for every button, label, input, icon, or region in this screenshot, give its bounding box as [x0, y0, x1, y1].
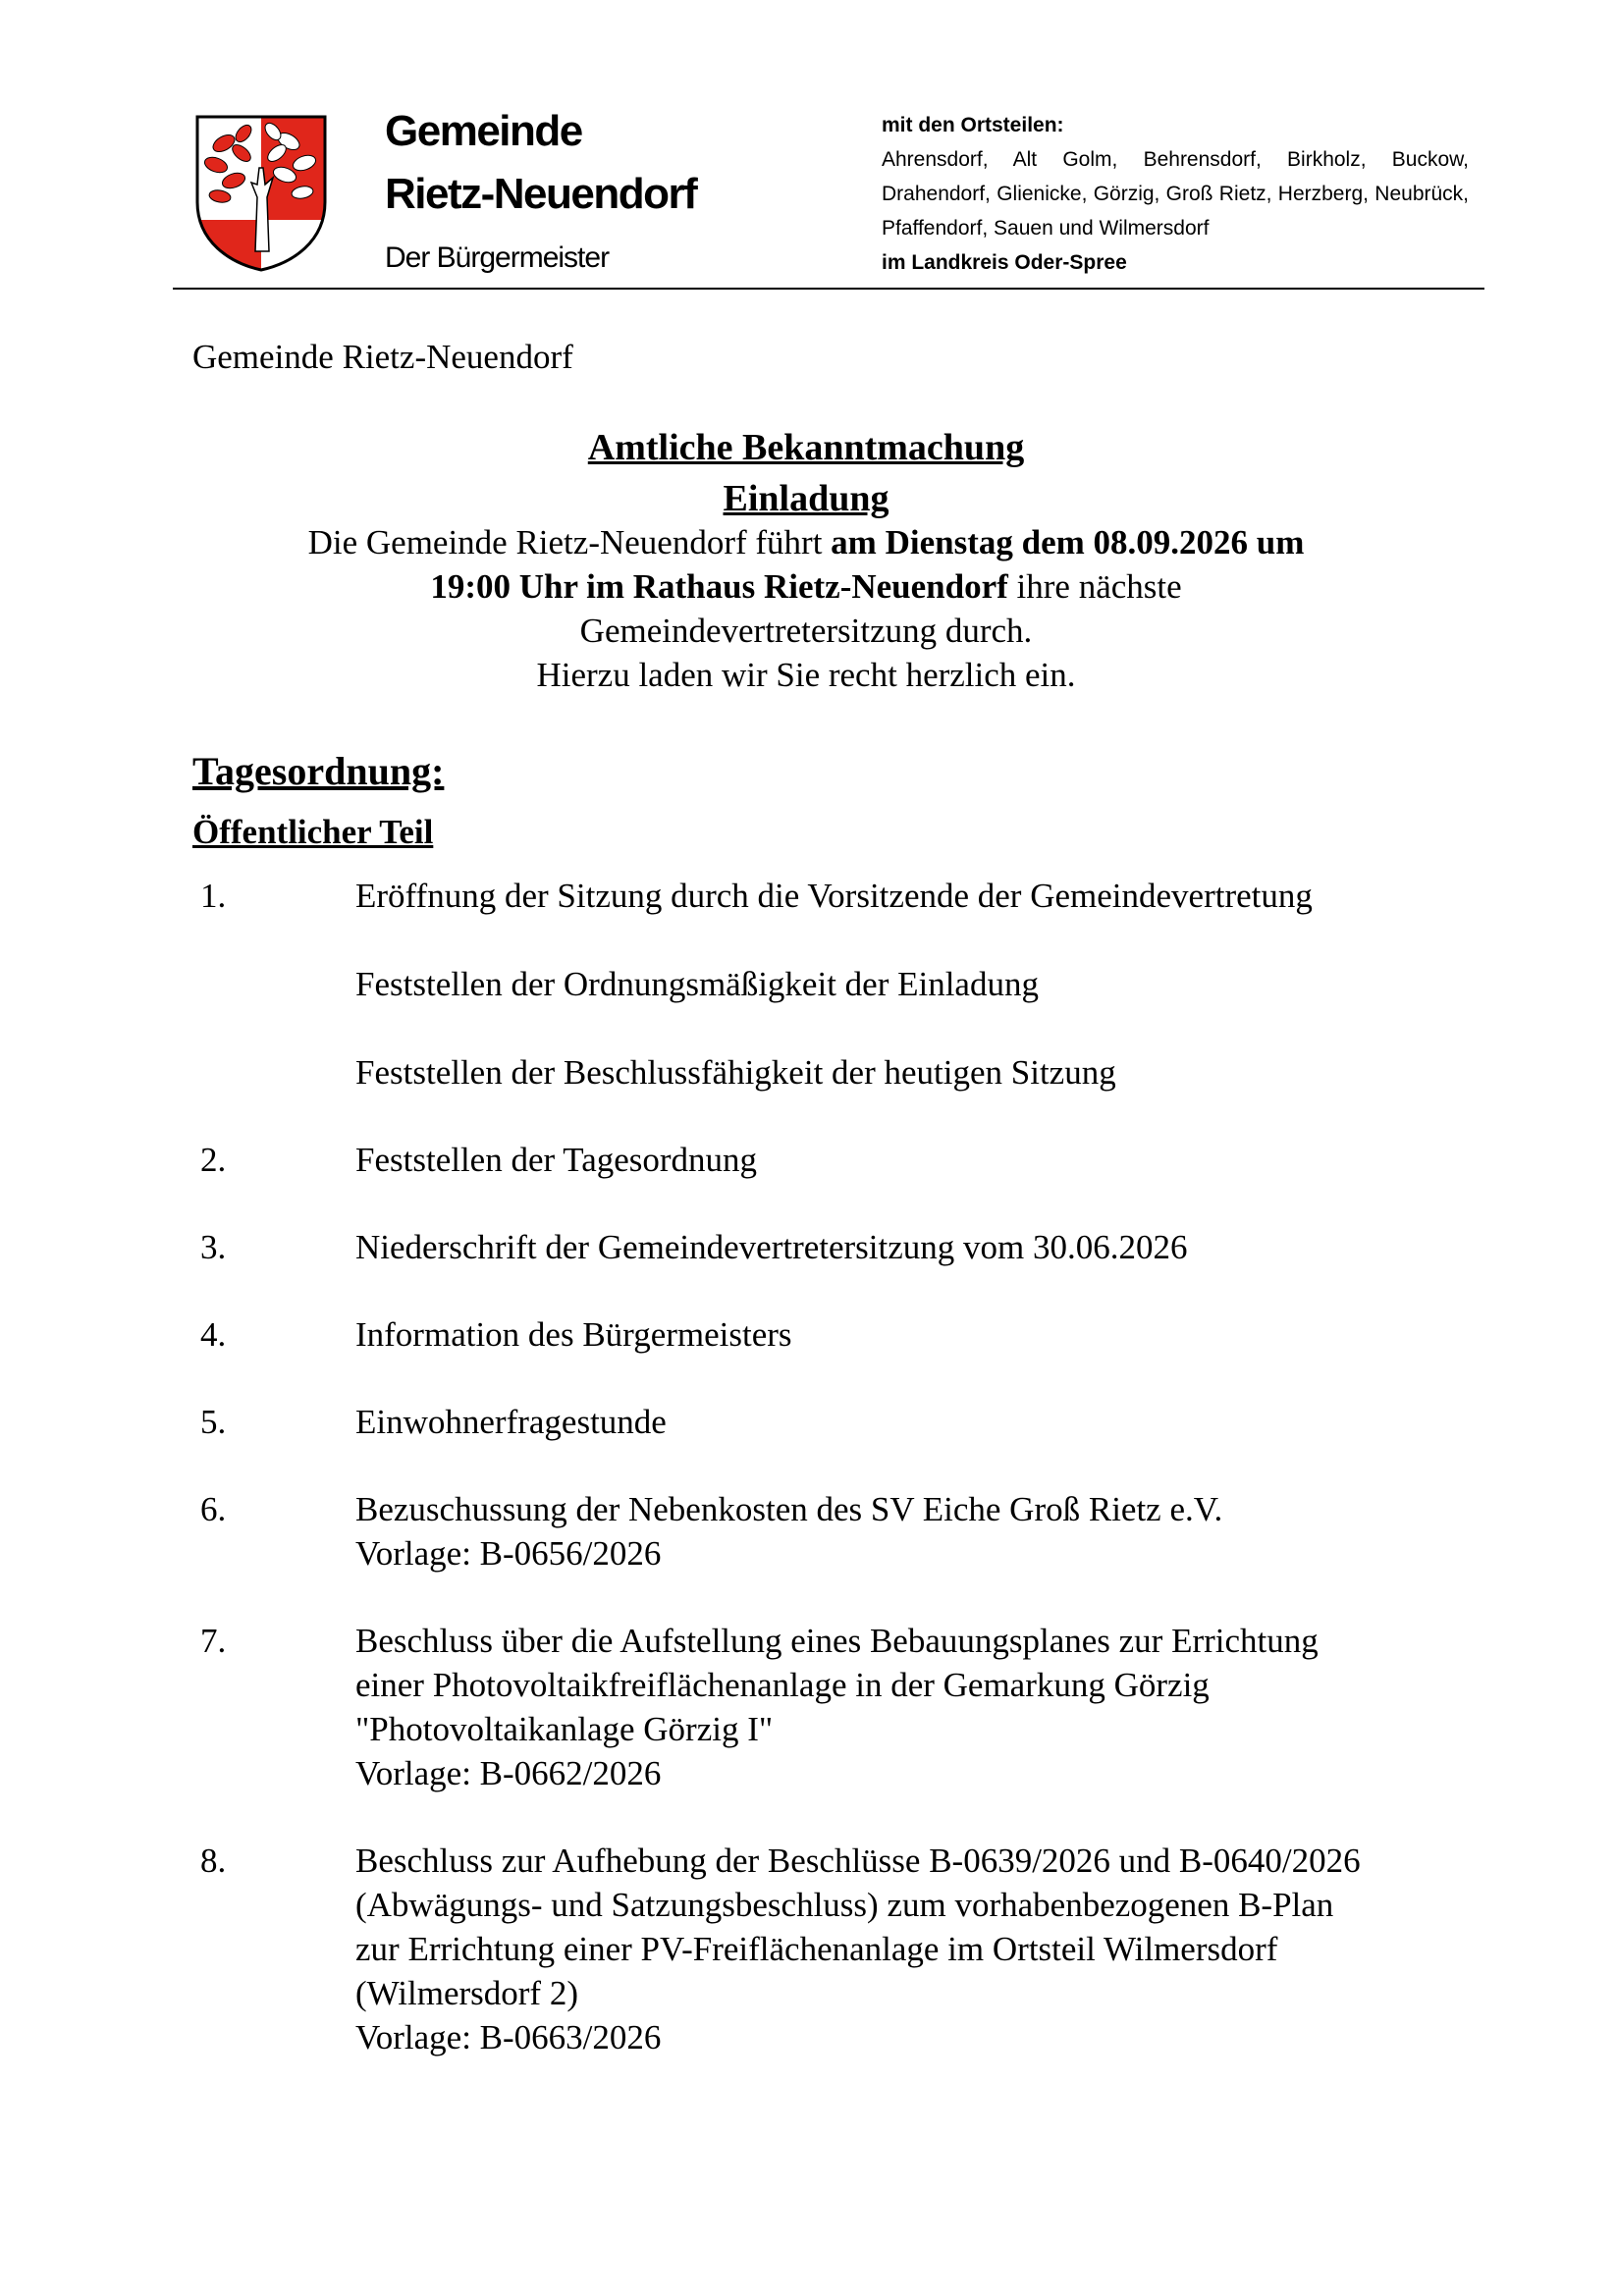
- agenda-item-text: Eröffnung der Sitzung durch die Vorsitzende der Gemeindevertretung: [355, 877, 1313, 915]
- agenda-item-text: Feststellen der Beschlussfähigkeit der heutigen Sitzung: [355, 1053, 1116, 1092]
- agenda-item-text: Einwohnerfragestunde: [355, 1403, 667, 1441]
- agenda-item-number: 8.: [200, 1842, 227, 1880]
- org-name: [385, 100, 696, 226]
- invitation-text-part1: Die Gemeinde Rietz-Neuendorf führt: [307, 523, 832, 561]
- agenda-item: [192, 1312, 1420, 1357]
- invitation-line4: Hierzu laden wir Sie recht herzlich ein.: [536, 656, 1076, 694]
- agenda-item-number: 5.: [200, 1403, 227, 1441]
- coat-of-arms-icon: [194, 114, 328, 273]
- agenda-item-number: 4.: [200, 1315, 227, 1354]
- ortsteile-block: [882, 108, 1469, 280]
- agenda-item-number: 7.: [200, 1622, 227, 1660]
- agenda-item-text: Feststellen der Ordnungsmäßigkeit der Einladung: [355, 965, 1039, 1003]
- invitation-line2: [192, 564, 1420, 609]
- invitation-time-place: 19:00 Uhr im Rathaus Rietz-Neuendorf: [430, 567, 1008, 606]
- agenda-item-text: Bezuschussung der Nebenkosten des SV Eiche Groß Rietz e.V.: [355, 1490, 1223, 1528]
- notice-title-line1: Amtliche Bekanntmachung: [587, 427, 1025, 468]
- agenda-item: [192, 1400, 1420, 1444]
- ortsteile-list: Ahrensdorf, Alt Golm, Behrensdorf, Birkholz, Buckow, Drahendorf, Glienicke, Görzig, Groß Rietz, Herzberg, Neubrück, Pfaffendorf, Sauen und Wilmersdorf: [882, 148, 1469, 240]
- agenda-item-text: Feststellen der Tagesordnung: [355, 1141, 758, 1179]
- agenda-item: [192, 874, 1420, 1095]
- agenda-item-number: 1.: [200, 877, 227, 915]
- org-name-line2: Rietz-Neuendorf: [385, 170, 697, 218]
- agenda-item-vorlage: Vorlage: B-0656/2026: [355, 1534, 662, 1573]
- invitation-text: [192, 520, 1420, 697]
- agenda-item: [192, 1138, 1420, 1182]
- agenda-item-body: [355, 1138, 1367, 1182]
- agenda-item: [192, 1839, 1420, 2059]
- agenda-item-body: [355, 1487, 1367, 1575]
- agenda-item: [192, 1487, 1420, 1575]
- agenda-list: [192, 874, 1420, 2103]
- agenda-item-text: Niederschrift der Gemeindevertretersitzung vom 30.06.2026: [355, 1228, 1188, 1266]
- invitation-date: am Dienstag dem 08.09.2026 um: [831, 523, 1305, 561]
- notice-title-line2: Einladung: [723, 478, 889, 519]
- ortsteile-heading: mit den Ortsteilen:: [882, 114, 1064, 136]
- invitation-text-part2: ihre nächste: [1007, 567, 1182, 606]
- agenda-item-number: 2.: [200, 1141, 227, 1179]
- agenda-item-body: [355, 1225, 1367, 1269]
- landkreis-label: im Landkreis Oder-Spree: [882, 251, 1127, 274]
- agenda-item-body: [355, 1839, 1367, 2059]
- agenda-heading: Tagesordnung:: [192, 749, 445, 793]
- agenda-item-number: 6.: [200, 1490, 227, 1528]
- agenda-item-number: 3.: [200, 1228, 227, 1266]
- agenda-section-heading: Öffentlicher Teil: [192, 813, 434, 851]
- agenda-item-body: [355, 1312, 1367, 1357]
- invitation-line1: [192, 520, 1420, 564]
- org-name-line1: Gemeinde: [385, 107, 582, 155]
- agenda-item-body: [355, 1619, 1367, 1795]
- agenda-item: [192, 1619, 1420, 1795]
- agenda-item-text: Information des Bürgermeisters: [355, 1315, 792, 1354]
- header-divider: [173, 288, 1484, 290]
- agenda-item: [192, 1225, 1420, 1269]
- sender-line: Gemeinde Rietz-Neuendorf: [192, 338, 573, 376]
- agenda-item-text: Beschluss über die Aufstellung eines Bebauungsplanes zur Errichtung einer Photovoltaikfreiflächenanlage in der Gemarkung Görzig "Photovoltaikanlage Görzig I": [355, 1622, 1319, 1748]
- agenda-item-body: [355, 874, 1367, 1095]
- notice-title: [192, 422, 1420, 524]
- agenda-item-text: Beschluss zur Aufhebung der Beschlüsse B-0639/2026 und B-0640/2026 (Abwägungs- und Satzungsbeschluss) zum vorhabenbezogenen B-Plan zur Errichtung einer PV-Freiflächenanlage im Ortsteil Wilmersdorf (Wilmersdorf 2): [355, 1842, 1361, 2012]
- agenda-item-vorlage: Vorlage: B-0662/2026: [355, 1754, 662, 1792]
- agenda-item-body: [355, 1400, 1367, 1444]
- invitation-line3: Gemeindevertretersitzung durch.: [579, 612, 1033, 650]
- agenda-item-vorlage: Vorlage: B-0663/2026: [355, 2018, 662, 2056]
- org-subtitle: Der Bürgermeister: [385, 241, 610, 274]
